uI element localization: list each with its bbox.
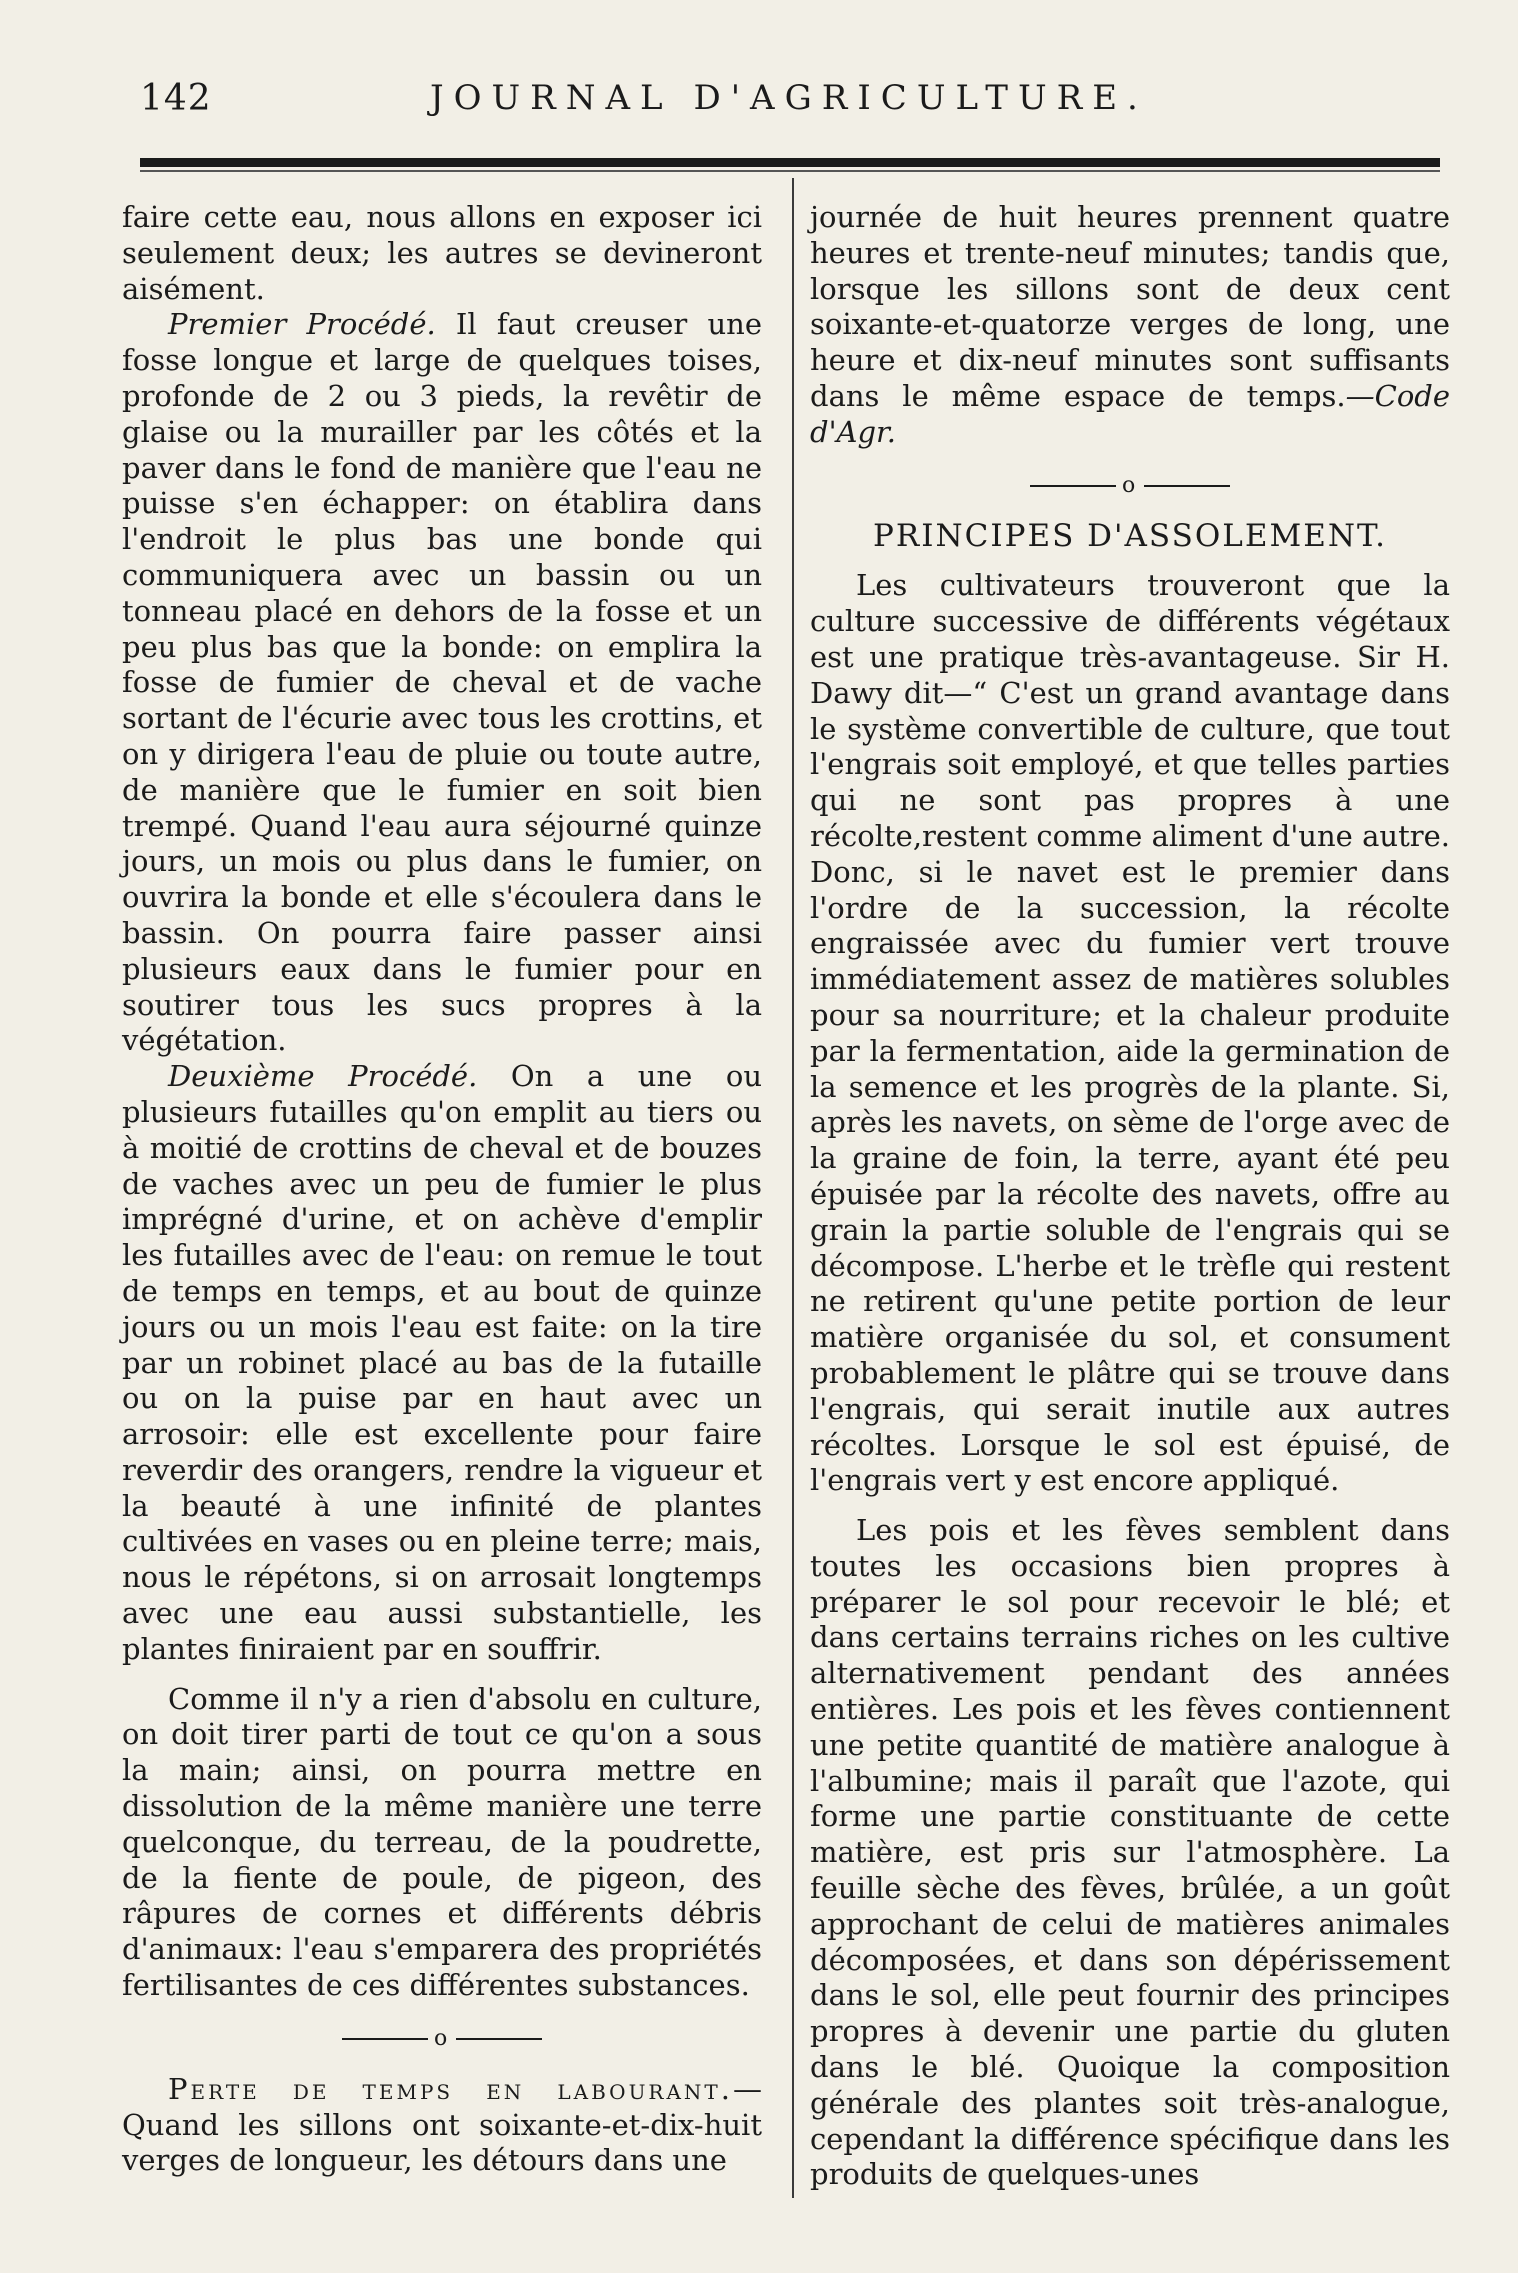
- column-divider: [792, 178, 794, 2198]
- separator-mark: o: [1122, 472, 1136, 498]
- procedure-label: Deuxième Procédé.: [168, 1059, 478, 1094]
- header-rule: [140, 158, 1440, 167]
- article-title: Perte de temps en labourant.: [168, 2071, 733, 2106]
- header-rule-thin: [140, 170, 1440, 172]
- paragraph: Les cultivateurs trouveront que la culture successive de différents végétaux est une pratique très-avantageuse. Sir H. Dawy dit—“ C'est un grand avantage dans le système convertible de culture, que tout l'engrais soit employé, et que telles parties qui ne sont pas propres à une récolte,restent comme aliment d'une autre. Donc, si le navet est le premier dans l'ordre de la succession, la récolte engraissée avec du fumier vert trouve immédiatement assez de matières solubles pour sa nourriture; et la chaleur produite par la fermentation, aide la germination de la semence et les progrès de la plante. Si, après les navets, on sème de l'orge avec de la graine de foin, la terre, ayant été peu épuisée par la récolte des navets, offre au grain la partie soluble de l'engrais qui se décompose. L'herbe et le trèfle qui restent ne retirent qu'une petite portion de leur matière organisée du sol, et consument probablement le plâtre qui se trouve dans l'engrais, qui serait inutile aux autres récoltes. Lorsque le sol est épuisé, de l'engrais vert y est encore appliqué.: [810, 568, 1450, 1498]
- paragraph: [810, 200, 1450, 451]
- paragraph: Les pois et les fèves semblent dans toutes les occasions bien propres à préparer le sol pour recevoir le blé; et dans certains terrains riches on les cultive alternativement pendant des années entières. Les pois et les fèves contiennent une petite quantité de matière analogue à l'albumine; mais il paraît que l'azote, qui forme une partie constituante de cette matière, est pris sur l'atmosphère. La feuille sèche des fèves, brûlée, a un goût approchant de celui de matières animales décomposées, et dans son dépérissement dans le sol, elle peut fournir des principes propres à devenir une partie du gluten dans le blé. Quoique la composition générale des plantes soit très-analogue, cependant la différence spécifique dans les produits de quelques-unes: [810, 1513, 1450, 2192]
- procedure-label: Premier Procédé.: [168, 307, 436, 342]
- paragraph-text: journée de huit heures prennent quatre heures et trente-neuf minutes; tandis que, lorsque les sillons sont de deux cent soixante-et-quatorze verges de long, une heure et dix-neuf minutes sont suffisants dans le même espace de temps.: [810, 200, 1450, 413]
- separator-mark: o: [434, 2025, 448, 2051]
- section-heading: PRINCIPES D'ASSOLEMENT.: [873, 517, 1387, 554]
- journal-title: JOURNAL D'AGRICULTURE.: [430, 78, 1148, 118]
- section-separator: [342, 2025, 542, 2051]
- page-number: 142: [140, 78, 212, 119]
- paragraph: [122, 1059, 762, 1668]
- article-text: — Quand les sillons ont soixante-et-dix-huit verges de longueur, les détours dans une: [122, 2071, 762, 2178]
- paragraph: Comme il n'y a rien d'absolu en culture, on doit tirer parti de tout ce qu'on a sous la main; ainsi, on pourra mettre en dissolution de la même manière une terre quelconque, du terreau, de la poudrette, de la fiente de poule, de pigeon, des râpures de cornes et différents débris d'animaux: l'eau s'emparera des propriétés fertilisantes de ces différentes substances.: [122, 1681, 762, 2003]
- paragraph: [122, 2072, 762, 2179]
- paragraph: [122, 307, 762, 1059]
- procedure-text: Il faut creuser une fosse longue et large de quelques toises, profonde de 2 ou 3 pieds, la revêtir de glaise ou la murailler par les côtés et la paver dans le fond de manière que l'eau ne puisse s'en échapper: on établira dans l'endroit le plus bas une bonde qui communiquera avec un bassin ou un tonneau placé en dehors de la fosse et un peu plus bas que la bonde: on emplira la fosse de fumier de cheval et de vache sortant de l'écurie avec tous les crottins, et on y dirigera l'eau de pluie ou toute autre, de manière que le fumier en soit bien trempé. Quand l'eau aura séjourné quinze jours, un mois ou plus dans le fumier, on ouvrira la bonde et elle s'écoulera dans le bassin. On pourra faire passer ainsi plusieurs eaux dans le fumier pour en soutirer tous les sucs propres à la végétation.: [122, 307, 762, 1058]
- left-column: [122, 200, 762, 2179]
- section-separator: [1030, 472, 1230, 498]
- source-citation: —Code d'Agr.: [810, 378, 1450, 449]
- running-head: [140, 78, 1440, 128]
- procedure-text: On a une ou plusieurs futailles qu'on emplit au tiers ou à moitié de crottins de cheval et de bouzes de vaches avec un peu de fumier le plus imprégné d'urine, et on achève d'emplir les futailles avec de l'eau: on remue le tout de temps en temps, et au bout de quinze jours ou un mois l'eau est faite: on la tire par un robinet placé au bas de la futaille ou on la puise par en haut avec un arrosoir: elle est excellente pour faire reverdir des orangers, rendre la vigueur et la beauté à une infinité de plantes cultivées en vases ou en pleine terre; mais, nous le répétons, si on arrosait longtemps avec une eau aussi substantielle, les plantes finiraient par en souffrir.: [122, 1059, 762, 1666]
- right-column: [810, 200, 1450, 2193]
- paragraph: faire cette eau, nous allons en exposer ici seulement deux; les autres se devineront aisément.: [122, 200, 762, 306]
